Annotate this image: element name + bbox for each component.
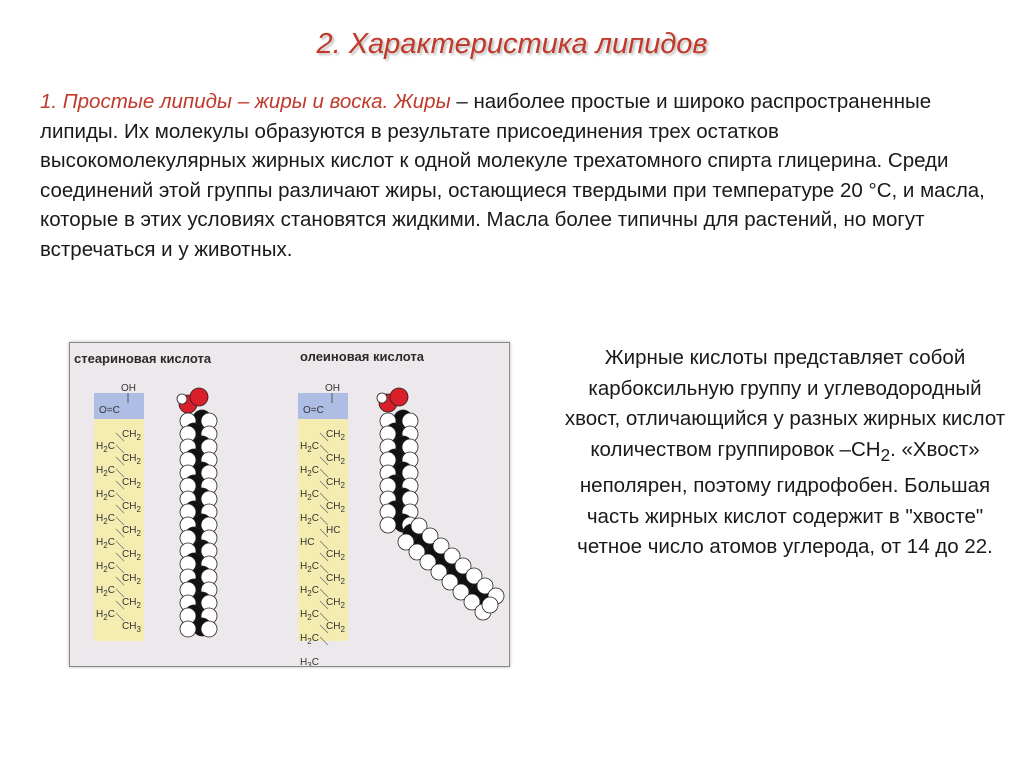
stearic-right-group: $CH_2$ bbox=[122, 597, 141, 610]
side-text-b: . «Хвост» неполярен, поэтому гидрофобен. Большая часть жирных кислот содержит в "хвосте" четное число атомов углерода, от 14 до 22. bbox=[577, 437, 993, 559]
intro-highlight: 1. Простые липиды – жиры и воска. Жиры bbox=[40, 90, 451, 113]
fatty-acids-figure bbox=[69, 342, 510, 667]
stearic-right-group: $CH_3$ bbox=[122, 621, 141, 634]
oleic-left-group: $H_2C$ bbox=[300, 633, 319, 646]
oleic-right-group: $CH_2$ bbox=[326, 477, 345, 490]
oleic-left-group: $H_2C$ bbox=[300, 609, 319, 622]
side-text-a: Жирные кислоты представляет собой карбоксильную группу и углеводородный хвост, отличающийся у разных жирных кислот количеством группировок –СН bbox=[564, 346, 1006, 461]
stearic-left-group: $H_2C$ bbox=[96, 585, 115, 598]
oxygen-atom bbox=[390, 388, 408, 406]
stearic-right-group: $CH_2$ bbox=[122, 501, 141, 514]
fatty-acids-diagram bbox=[70, 343, 509, 666]
oleic-acid-label: олеиновая кислота bbox=[300, 349, 424, 364]
oleic-left-group: HC bbox=[300, 537, 315, 548]
stearic-right-group: $CH_2$ bbox=[122, 573, 141, 586]
stearic-right-group: $CH_2$ bbox=[122, 429, 141, 442]
stearic-oh-label: OH bbox=[121, 383, 136, 394]
stearic-left-group: $H_2C$ bbox=[96, 489, 115, 502]
oleic-right-group: $CH_2$ bbox=[326, 621, 345, 634]
stearic-left-group: $H_2C$ bbox=[96, 441, 115, 454]
oleic-right-group: $CH_2$ bbox=[326, 597, 345, 610]
stearic-left-group: $H_2C$ bbox=[96, 609, 115, 622]
stearic-left-group: $H_2C$ bbox=[96, 513, 115, 526]
stearic-oc-label: O=C bbox=[99, 405, 120, 416]
stearic-right-group: $CH_2$ bbox=[122, 549, 141, 562]
hydrogen-atom bbox=[380, 517, 396, 533]
oleic-right-group: $CH_2$ bbox=[326, 573, 345, 586]
oleic-left-group: $H_2C$ bbox=[300, 489, 319, 502]
intro-paragraph bbox=[40, 87, 990, 264]
hydrogen-atom bbox=[482, 597, 498, 613]
oxygen-atom bbox=[190, 388, 208, 406]
oleic-oc-label: O=C bbox=[303, 405, 324, 416]
oleic-left-group: $H_2C$ bbox=[300, 441, 319, 454]
stearic-right-group: $CH_2$ bbox=[122, 477, 141, 490]
hydrogen-atom bbox=[177, 394, 187, 404]
oleic-left-group: $H_2C$ bbox=[300, 513, 319, 526]
oleic-right-group: $CH_2$ bbox=[326, 501, 345, 514]
stearic-acid-label: стеариновая кислота bbox=[74, 351, 212, 366]
oleic-left-group: $H_3C$ bbox=[300, 657, 319, 666]
oleic-right-group: $CH_2$ bbox=[326, 453, 345, 466]
hydrogen-atom bbox=[180, 621, 196, 637]
fatty-acid-description bbox=[560, 343, 1010, 563]
stearic-left-group: $H_2C$ bbox=[96, 537, 115, 550]
oleic-right-group: HC bbox=[326, 525, 341, 536]
hydrogen-atom bbox=[201, 621, 217, 637]
oleic-oh-label: OH bbox=[325, 383, 340, 394]
hydrogen-atom bbox=[377, 393, 387, 403]
oleic-left-group: $H_2C$ bbox=[300, 561, 319, 574]
side-sub: 2 bbox=[880, 445, 891, 465]
oleic-left-group: $H_2C$ bbox=[300, 585, 319, 598]
oleic-left-group: $H_2C$ bbox=[300, 465, 319, 478]
stearic-left-group: $H_2C$ bbox=[96, 465, 115, 478]
stearic-right-group: $CH_2$ bbox=[122, 453, 141, 466]
stearic-right-group: $CH_2$ bbox=[122, 525, 141, 538]
stearic-left-group: $H_2C$ bbox=[96, 561, 115, 574]
oleic-right-group: $CH_2$ bbox=[326, 429, 345, 442]
intro-text: – наиболее простые и широко распространенные липиды. Их молекулы образуются в результате присоединения трех остатков высокомолекулярных жирных кислот к одной молекуле трехатомного спирта глицерина. Среди соединений этой группы различают жиры, остающиеся твердыми при температуре 20 °С, и масла, которые в этих условиях становятся жидкими. Масла более типичны для растений, но могут встречаться и у животных. bbox=[40, 90, 985, 261]
slide-title: 2. Характеристика липидов bbox=[316, 28, 708, 60]
oleic-right-group: $CH_2$ bbox=[326, 549, 345, 562]
